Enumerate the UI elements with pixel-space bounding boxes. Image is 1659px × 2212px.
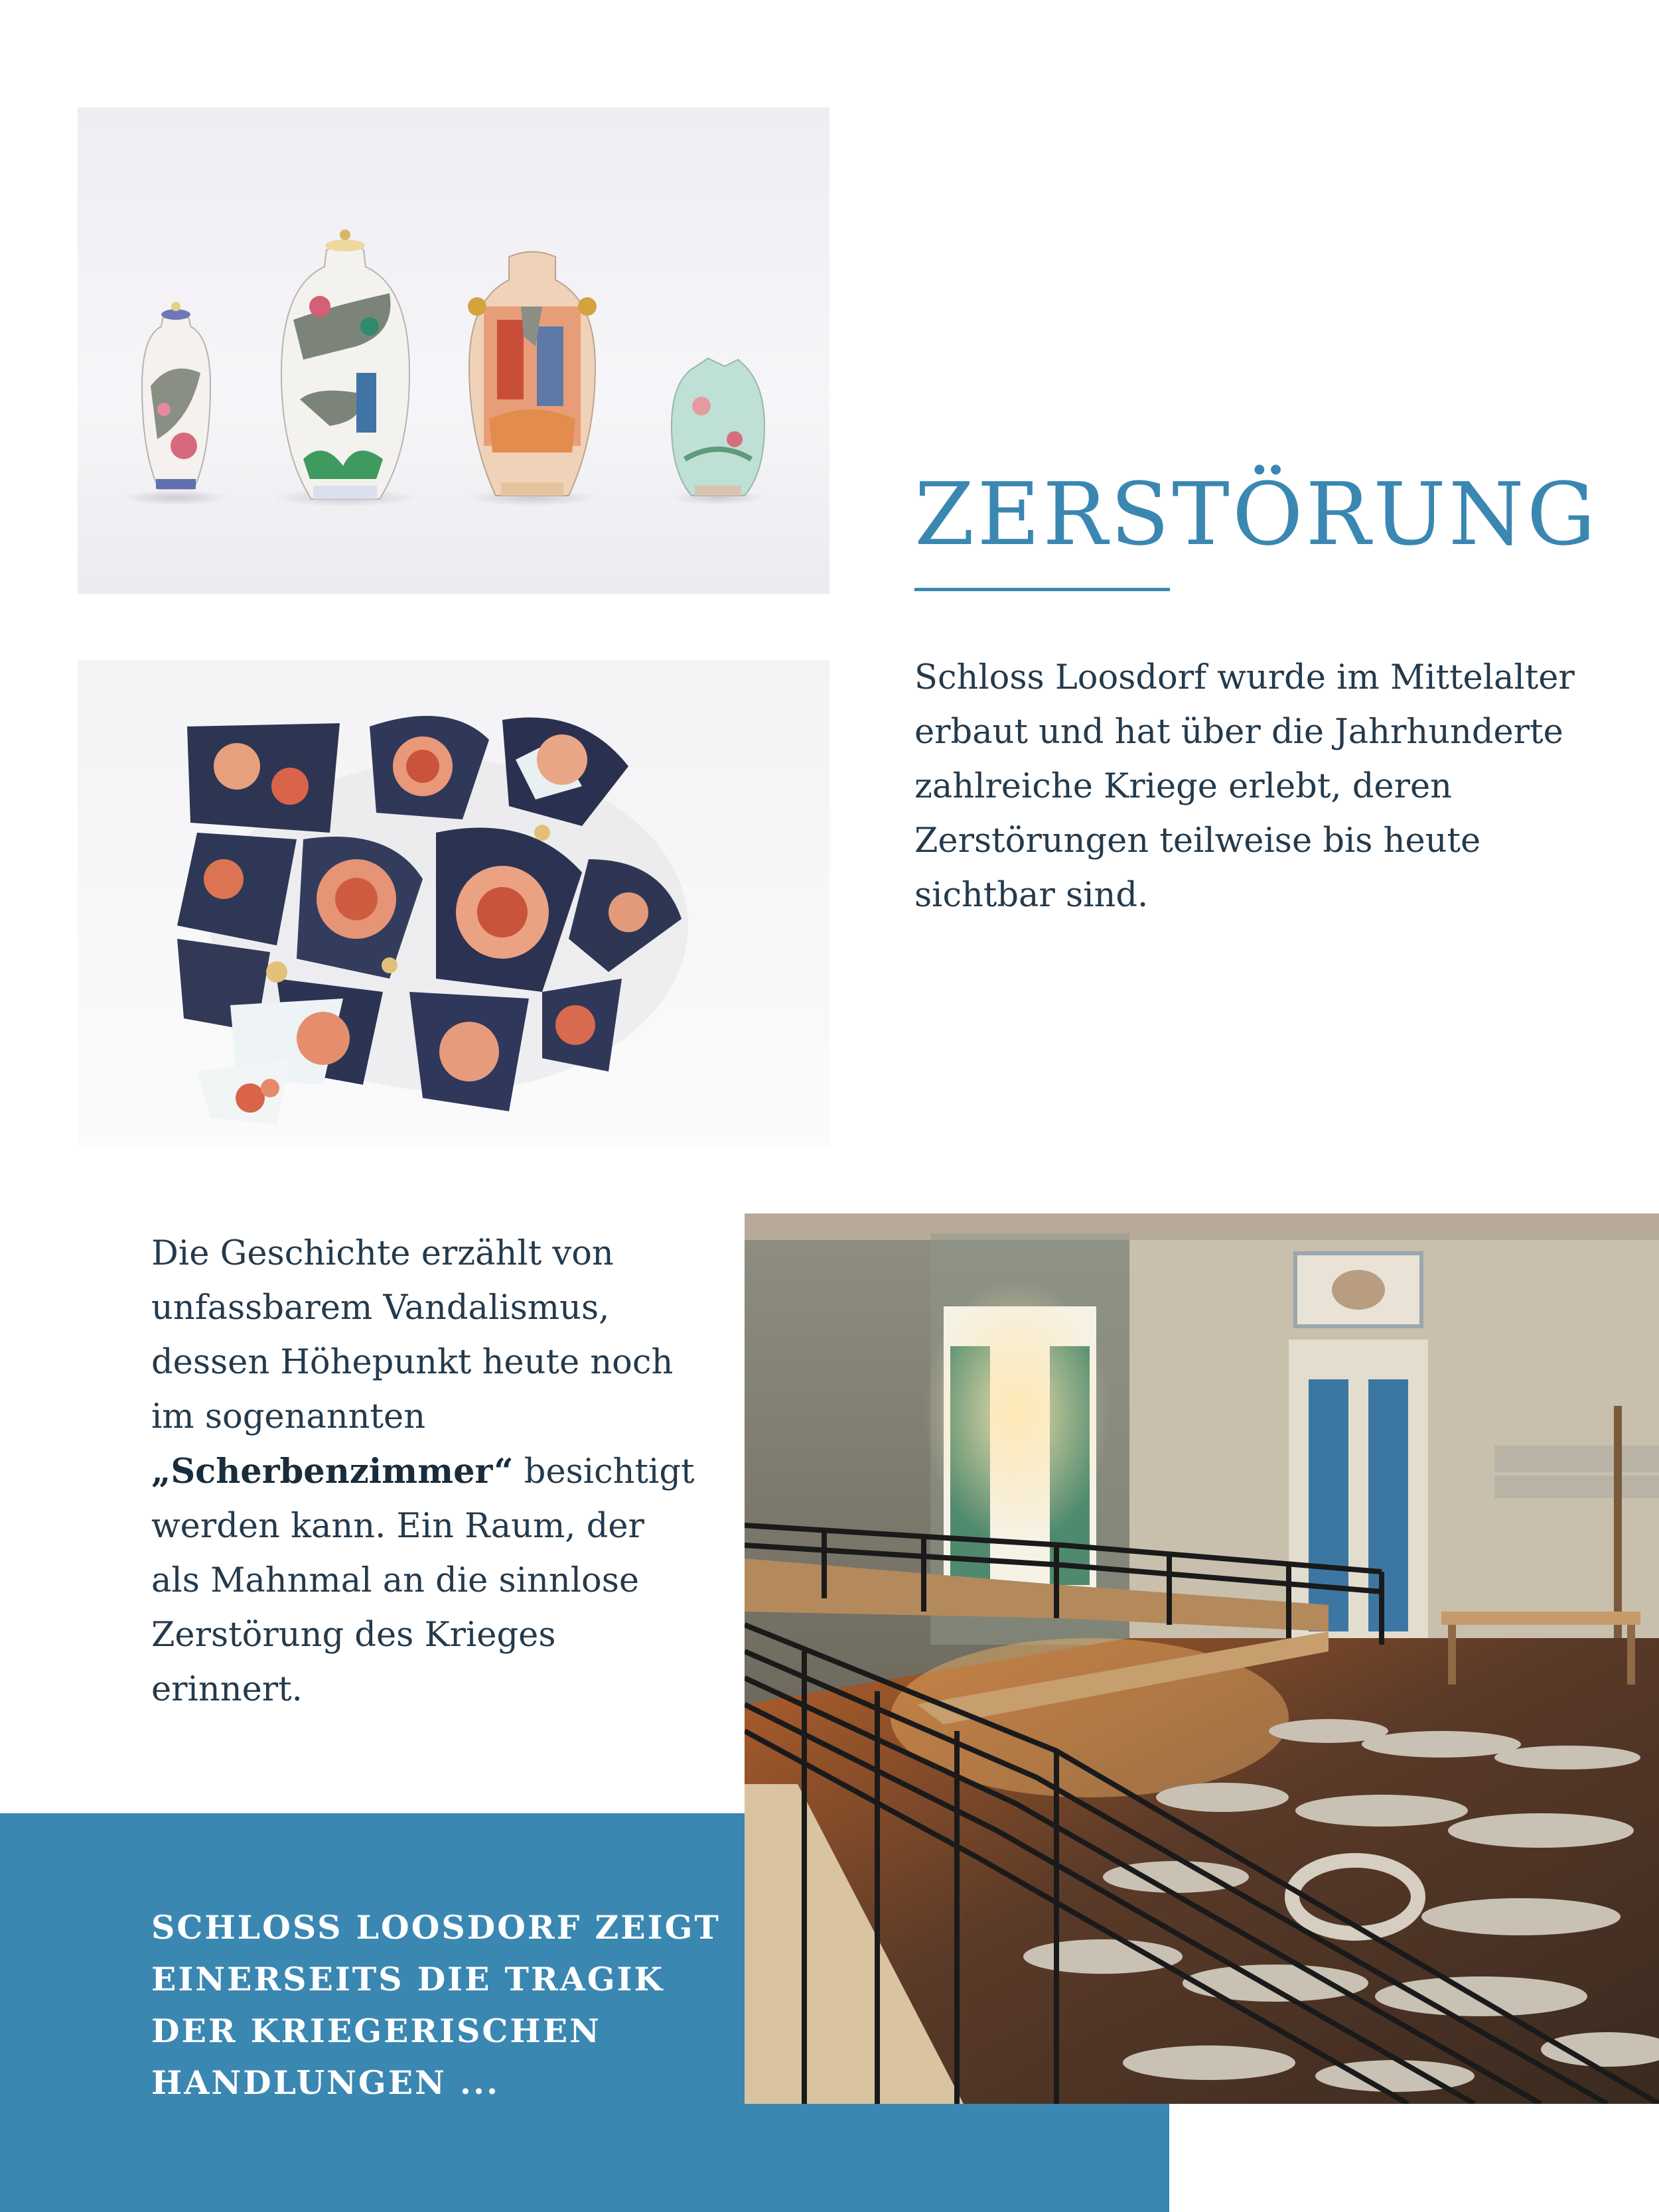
room-ceiling xyxy=(745,1213,1659,1240)
shards-illustration xyxy=(78,660,830,1146)
room-illustration xyxy=(745,1213,1659,2104)
vase-canton xyxy=(468,252,597,496)
vase-small xyxy=(142,302,210,489)
page-title: ZERSTÖRUNG xyxy=(914,464,1599,565)
photo-porcelain-vases xyxy=(78,107,830,594)
photo-shard-room xyxy=(745,1213,1659,2104)
quote-text: SCHLOSS LOOSDORF ZEIGT EINERSEITS DIE TRAGIK DER KRIEGERISCHEN HANDLUNGEN ... xyxy=(151,1908,721,2102)
scherbenzimmer-highlight: „Scherbenzimmer“ xyxy=(151,1452,514,1491)
story-text-part2: besichtigt werden kann. Ein Raum, der als Mahnmal an die sinnlose Zerstörung des Krieges erinnert. xyxy=(151,1452,695,1709)
vases-illustration xyxy=(78,107,830,594)
vase-tall xyxy=(281,230,409,499)
story-paragraph xyxy=(151,1227,702,1717)
vase-broken xyxy=(672,358,764,496)
title-underline xyxy=(914,588,1170,591)
intro-paragraph: Schloss Loosdorf wurde im Mittelalter erbaut und hat über die Jahrhunderte zahlreiche Kriege erlebt, deren Zerstörungen teilweise bis heute sichtbar sind. xyxy=(914,658,1575,915)
story-text-part1: Die Geschichte erzählt von unfassbarem Vandalismus, dessen Höhepunkt heute noch im sogenannten xyxy=(151,1234,674,1436)
photo-porcelain-shards xyxy=(78,660,830,1146)
